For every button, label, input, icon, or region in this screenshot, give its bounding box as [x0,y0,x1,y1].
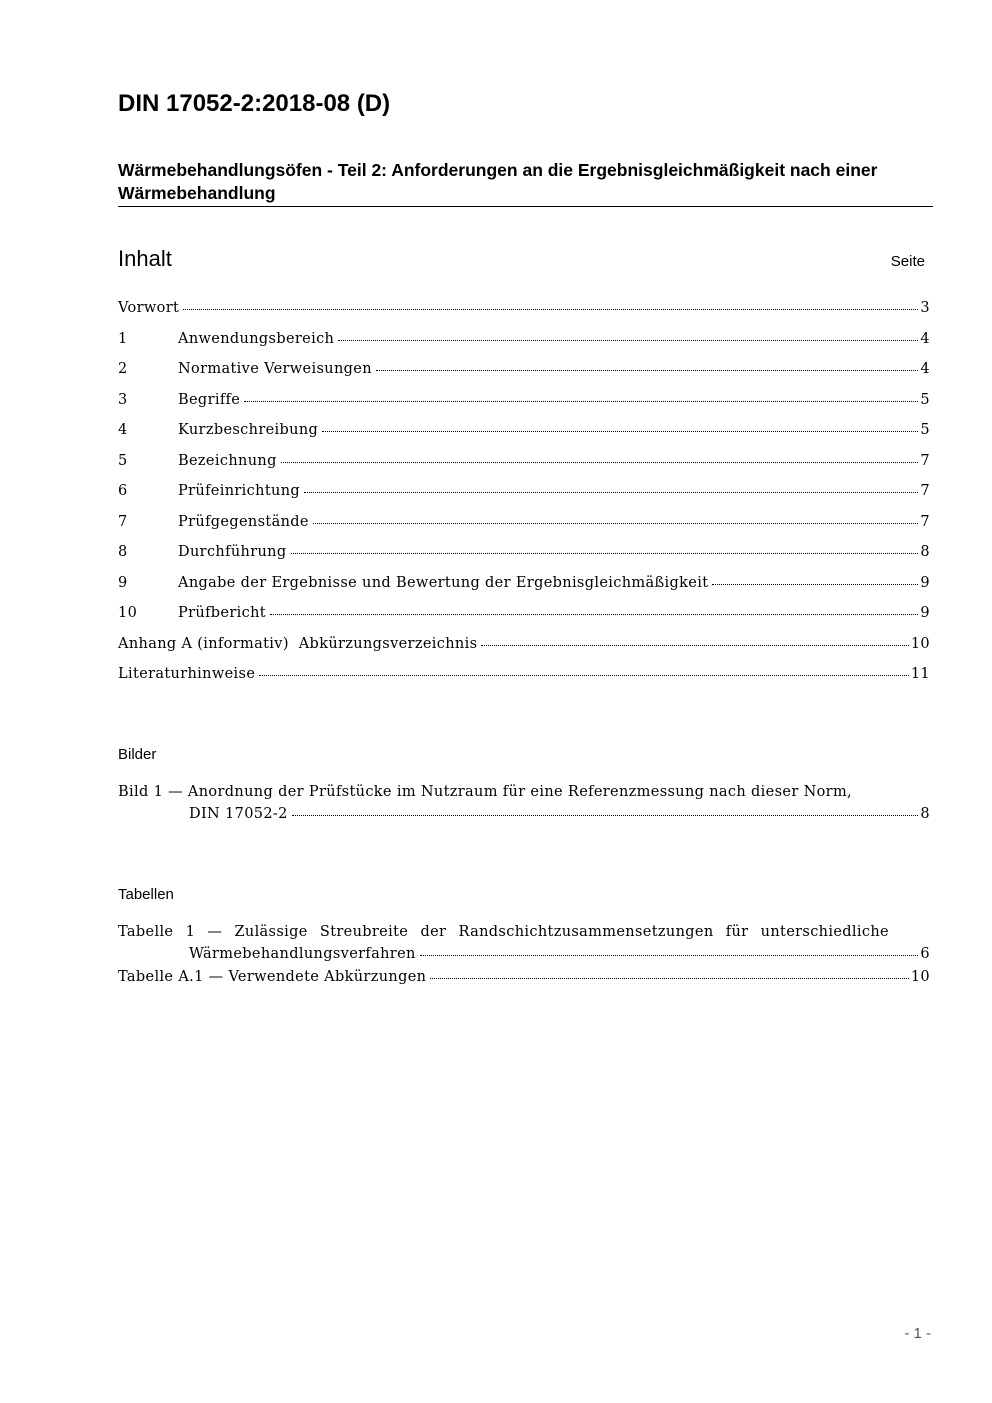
toc-entry-7[interactable] [118,514,930,545]
leader-dots [420,955,919,956]
toc-entry-number: 9 [118,574,128,591]
figure-entry-caption: Bild 1 — Anordnung der Prüfstücke im Nutzraum für eine Referenzmessung nach dieser Norm, [118,784,853,800]
caption-word: — [207,924,223,940]
toc-entry-label: Begriffe [178,391,241,408]
caption-word: Randschichtzusammensetzungen [458,924,714,940]
table-entry-caption [118,924,889,946]
leader-dots [291,553,919,554]
toc-entry-number: 5 [118,452,128,469]
toc-entry-page: 3 [920,300,930,316]
table-entry-a1[interactable] [118,969,930,985]
leader-dots [281,462,919,463]
figure-entry-1[interactable] [118,784,930,828]
table-entry-page: 10 [910,969,930,985]
document-title: Wärmebehandlungsöfen - Teil 2: Anforderungen an die Ergebnisgleichmäßigkeit nach einer Wärmebehandlung [118,160,878,203]
toc-entry-number: 4 [118,422,128,438]
table-entry-caption-cont: Wärmebehandlungsverfahren [189,946,416,962]
leader-dots [292,815,919,816]
toc-entry-page: 7 [920,513,930,530]
toc-entry-page: 4 [920,330,930,347]
toc-entry-5[interactable] [118,453,930,484]
toc-entry-page: 7 [920,452,930,469]
table-of-contents [118,300,930,697]
toc-entry-page: 10 [910,635,930,652]
toc-entry-page: 5 [920,391,930,408]
toc-entry-page: 4 [920,361,930,377]
leader-dots [376,370,919,371]
toc-entry-6[interactable] [118,483,930,514]
toc-entry-label: Prüfeinrichtung [178,483,301,499]
toc-entry-8[interactable] [118,544,930,575]
leader-dots [270,614,918,615]
toc-entry-literaturhinweise[interactable] [118,666,930,697]
caption-word: Streubreite [319,924,409,940]
leader-dots [481,645,908,646]
toc-entry-label: Prüfbericht [178,605,266,621]
figures-heading: Bilder [118,746,157,763]
figure-entry-page: 8 [920,806,930,822]
caption-word: 1 [185,924,196,940]
table-entry-caption: Tabelle A.1 — Verwendete Abkürzungen [118,969,427,985]
toc-entry-number: 1 [118,330,128,347]
toc-heading: Inhalt [118,246,172,271]
toc-entry-label: Vorwort [118,300,180,316]
toc-entry-3[interactable] [118,392,930,423]
leader-dots [259,675,909,676]
toc-entry-9[interactable] [118,575,930,606]
leader-dots [313,523,919,524]
toc-entry-number: 8 [118,544,128,560]
toc-entry-vorwort[interactable] [118,300,930,331]
toc-entry-label: Normative Verweisungen [178,361,372,377]
toc-entry-label: Anwendungsbereich [178,330,335,347]
toc-entry-label: Prüfgegenstände [178,513,309,530]
title-divider [118,206,933,207]
caption-word: der [420,924,447,940]
leader-dots [244,401,918,402]
leader-dots [712,584,918,585]
toc-entry-number: 2 [118,361,128,377]
caption-word: Zulässige [234,924,308,940]
leader-dots [338,340,918,341]
toc-entry-page: 9 [920,574,930,591]
toc-entry-page: 9 [920,605,930,621]
toc-entry-2[interactable] [118,361,930,392]
toc-entry-anhang-a[interactable] [118,636,930,667]
toc-entry-number: 6 [118,483,128,499]
toc-entry-10[interactable] [118,605,930,636]
toc-entry-page: 8 [920,544,930,560]
caption-word: für [725,924,749,940]
toc-entry-label: Bezeichnung [178,452,277,469]
table-entry-1[interactable] [118,924,930,968]
toc-entry-page: 11 [910,666,930,682]
toc-entry-page: 5 [920,422,930,438]
toc-entry-1[interactable] [118,331,930,362]
toc-entry-page: 7 [920,483,930,499]
table-entry-page: 6 [920,946,930,962]
document-id: DIN 17052-2:2018-08 (D) [118,90,391,117]
toc-page-label: Seite [890,253,925,270]
toc-entry-label: Angabe der Ergebnisse und Bewertung der Ergebnisgleichmäßigkeit [178,574,709,591]
toc-entry-number: 10 [118,605,138,621]
toc-entry-number: 3 [118,391,128,408]
caption-word: unterschiedliche [760,924,889,940]
toc-entry-label: Kurzbeschreibung [178,422,319,438]
leader-dots [322,431,918,432]
toc-entry-label: Durchführung [178,544,287,560]
toc-entry-number: 7 [118,513,128,530]
tables-heading: Tabellen [118,886,174,903]
toc-entry-label: Anhang A (informativ) Abkürzungsverzeichnis [118,635,478,652]
caption-word: Tabelle [118,924,174,940]
leader-dots [304,492,918,493]
page-number: - 1 - [904,1325,931,1342]
leader-dots [183,309,918,310]
toc-entry-label: Literaturhinweise [118,666,256,682]
figure-entry-caption-cont: DIN 17052-2 [189,806,288,822]
leader-dots [430,978,909,979]
toc-entry-4[interactable] [118,422,930,453]
